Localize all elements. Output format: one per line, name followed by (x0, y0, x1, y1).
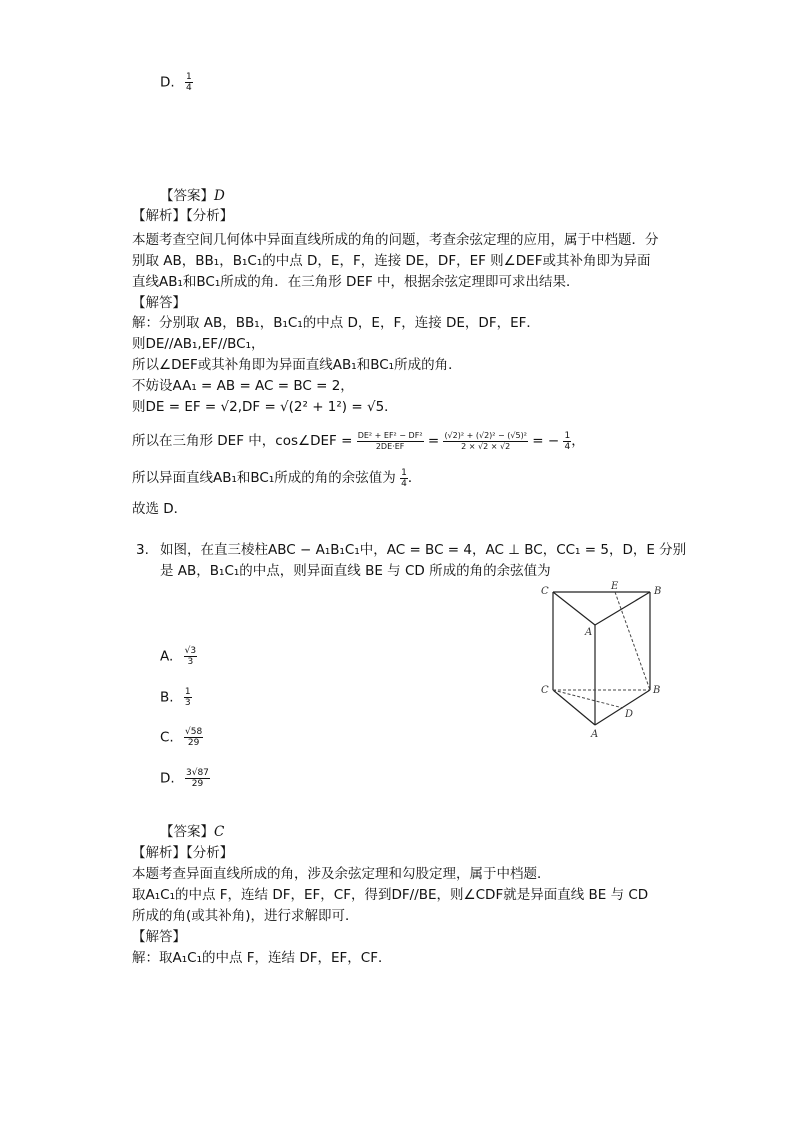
q3-analysis-line: 本题考查异面直线所成的角，涉及余弦定理和勾股定理，属于中档题． (132, 866, 551, 882)
option-label: B. (160, 689, 174, 706)
fraction-denominator: 3 (187, 657, 194, 667)
fig-label: E (611, 581, 619, 592)
fig-label: B (654, 586, 662, 597)
prev-solution-line: 不妨设AA₁ = AB = AC = BC = 2， (132, 378, 354, 394)
q3-answer (160, 822, 224, 842)
fraction-denominator: 29 (191, 779, 204, 789)
fraction-denominator: 4 (564, 441, 571, 452)
answer-tag: 【答案】 (160, 824, 214, 840)
prev-solve-tag: 【解答】 (132, 295, 186, 311)
q3-solve-tag: 【解答】 (132, 929, 186, 945)
fig-label: A (591, 729, 599, 740)
conclusion-fraction (400, 468, 408, 489)
fraction-numerator: 1 (401, 467, 407, 478)
cos-fraction-1 (357, 431, 424, 452)
prev-analysis-line: 别取 AB，BB₁，B₁C₁的中点 D，E，F，连接 DE，DF，EF 则∠DEF或其补角即为异面 (132, 253, 651, 269)
cos-formula (132, 427, 585, 455)
option-fraction (185, 768, 210, 789)
option-label: D. (160, 770, 175, 787)
option-fraction (184, 727, 203, 748)
fraction-denominator: 29 (187, 738, 200, 748)
prev-option-d (160, 72, 193, 93)
cos-fraction-2 (443, 431, 528, 452)
answer-value: C (214, 824, 225, 840)
answer-tag: 【答案】 (160, 188, 214, 204)
prev-analysis-line: 本题考查空间几何体中异面直线所成的角的问题，考查余弦定理的应用，属于中档题．分 (132, 232, 659, 248)
fraction-denominator: 4 (401, 478, 407, 489)
q3-analysis-line: 所成的角(或其补角)，进行求解即可． (132, 908, 359, 924)
option-fraction (184, 646, 197, 667)
fraction-numerator: 1 (185, 72, 192, 82)
option-label: D. (160, 74, 175, 91)
prev-solution-line: 解：分别取 AB，BB₁，B₁C₁的中点 D，E，F，连接 DE，DF，EF． (132, 315, 540, 331)
prism-figure (535, 580, 685, 740)
option-b (160, 687, 192, 708)
fig-label: C (541, 586, 549, 597)
prev-solution-line: 则DE = EF = √2,DF = √(2² + 1²) = √5． (132, 399, 398, 415)
answer-value: D (214, 188, 225, 204)
hidden-edges (553, 592, 650, 708)
fraction-numerator: √58 (185, 727, 203, 737)
fraction-numerator: 1 (184, 687, 191, 697)
option-label: A. (160, 648, 174, 665)
fraction-numerator: 3√87 (185, 768, 209, 778)
conclusion (132, 465, 421, 491)
equals-sign: = (427, 433, 440, 449)
option-fraction (185, 72, 193, 93)
fig-label: C (541, 685, 549, 696)
fraction-numerator: DE² + EF² − DF² (357, 430, 423, 440)
fig-label: D (625, 709, 634, 720)
fraction-numerator: √3 (184, 646, 197, 656)
q3-solution-line: 解：取A₁C₁的中点 F，连结 DF，EF，CF． (132, 950, 392, 966)
prism-edges (553, 592, 650, 725)
option-c (160, 727, 203, 748)
prev-solution-line: 所以∠DEF或其补角即为异面直线AB₁和BC₁所成的角． (132, 357, 462, 373)
option-d (160, 768, 210, 789)
question-stem-line: 是 AB，B₁C₁的中点，则异面直线 BE 与 CD 所成的角的余弦值为 (160, 563, 551, 579)
conclusion-end: ． (407, 470, 422, 486)
cos-end: ， (571, 433, 585, 449)
q3-analysis-tag: 【解析】【分析】 (132, 845, 234, 861)
question-number: 3. (136, 542, 149, 558)
fig-label: B (653, 685, 661, 696)
fraction-numerator: 1 (564, 430, 571, 441)
option-a (160, 646, 197, 667)
fraction-denominator: 3 (184, 698, 191, 708)
conclusion-text: 所以异面直线AB₁和BC₁所成的角的余弦值为 (132, 470, 396, 486)
prev-analysis-line: 直线AB₁和BC₁所成的角．在三角形 DEF 中，根据余弦定理即可求出结果． (132, 274, 580, 290)
prev-solution-line: 则DE//AB₁,EF//BC₁， (132, 336, 265, 352)
choose-line: 故选 D． (132, 501, 188, 517)
fraction-denominator: 4 (185, 83, 192, 93)
q3-analysis-line: 取A₁C₁的中点 F，连结 DF，EF，CF，得到DF//BE，则∠CDF就是异面直线 BE 与 CD (132, 887, 649, 903)
result-sign: = − (532, 433, 560, 449)
option-fraction (184, 687, 192, 708)
fraction-denominator: 2DE·EF (375, 441, 405, 451)
prev-answer (160, 186, 225, 206)
question-stem-line: 如图，在直三棱柱ABC − A₁B₁C₁中，AC = BC = 4，AC ⊥ BC，CC₁ = 5，D，E 分别 (160, 542, 687, 558)
fraction-denominator: 2 × √2 × √2 (461, 441, 511, 451)
fig-label: A (585, 627, 593, 638)
option-label: C. (160, 729, 174, 746)
cos-prefix: 所以在三角形 DEF 中，cos∠DEF = (132, 433, 353, 449)
fraction-numerator: (√2)² + (√2)² − (√5)² (444, 430, 527, 440)
prev-analysis-tag: 【解析】【分析】 (132, 208, 234, 224)
